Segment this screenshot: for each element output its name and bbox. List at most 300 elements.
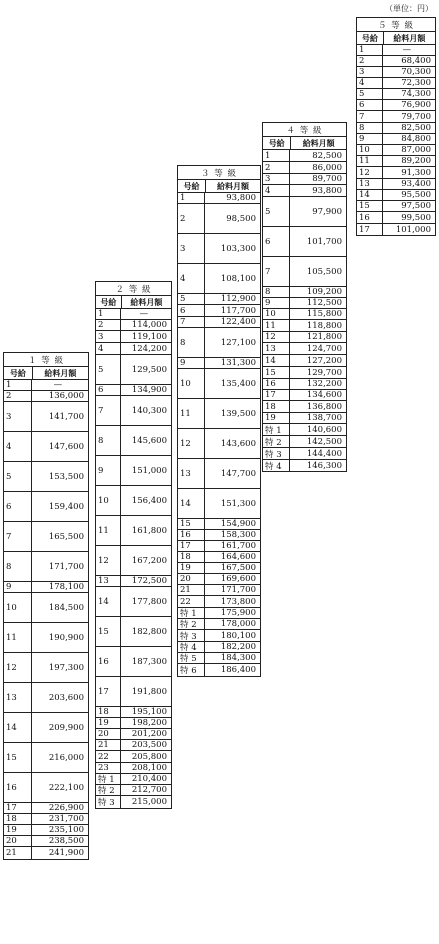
grade-step: 2 — [4, 391, 32, 401]
grade-step: 8 — [357, 123, 383, 133]
monthly-salary: 198,200 — [131, 718, 167, 728]
grade-step: 14 — [178, 489, 205, 518]
grade-step: 18 — [178, 552, 205, 562]
grade-title: ３ 等 級 — [178, 166, 260, 180]
monthly-salary: 72,300 — [401, 78, 431, 88]
monthly-salary: 97,500 — [401, 201, 431, 211]
table-row — [96, 740, 171, 751]
grade-step: 12 — [263, 332, 290, 342]
grade-step: 14 — [96, 587, 121, 616]
header-no: 号給 — [263, 137, 291, 149]
table-row — [96, 785, 171, 796]
monthly-salary: 238,500 — [48, 836, 84, 846]
grade-step: 14 — [357, 190, 383, 200]
grade-step: 1 — [96, 309, 121, 319]
table-row — [263, 287, 346, 298]
monthly-salary: 171,700 — [48, 561, 84, 572]
unit-label: （単位：円） — [385, 4, 433, 13]
monthly-salary: 124,200 — [131, 343, 167, 354]
table-row — [96, 309, 171, 320]
grade-step: 9 — [4, 582, 32, 592]
table-row — [263, 413, 346, 424]
grade-step: 特 6 — [178, 664, 205, 676]
grade-step: 7 — [263, 257, 290, 286]
table-row — [4, 593, 88, 623]
column-header — [263, 137, 346, 150]
grade-step: 10 — [263, 309, 290, 319]
monthly-salary: 158,300 — [220, 530, 256, 540]
monthly-salary: 215,000 — [131, 797, 167, 807]
table-row — [96, 751, 171, 763]
grade-step: 16 — [178, 530, 205, 540]
grade-step: 1 — [178, 193, 205, 203]
table-row — [357, 100, 435, 111]
table-row — [357, 111, 435, 123]
monthly-salary: 108,100 — [220, 273, 256, 284]
table-row — [178, 653, 260, 664]
table-row — [357, 134, 435, 145]
grade-step: 3 — [263, 174, 290, 184]
table-row — [178, 664, 260, 676]
monthly-salary: 87,000 — [401, 145, 431, 155]
monthly-salary: 172,500 — [131, 576, 167, 586]
table-row — [263, 298, 346, 309]
monthly-salary: 129,700 — [306, 367, 342, 378]
table-row — [96, 587, 171, 617]
grade-step: 6 — [357, 100, 383, 110]
grade-step: 3 — [96, 331, 121, 342]
table-row — [357, 123, 435, 134]
monthly-salary: 93,400 — [401, 179, 431, 189]
grade-step: 1 — [4, 380, 32, 390]
grade-step: 17 — [4, 803, 32, 813]
table-row — [357, 145, 435, 156]
grade-step: 12 — [96, 546, 121, 575]
table-row — [4, 432, 88, 462]
monthly-salary: 171,700 — [220, 585, 256, 595]
grade-step: 6 — [96, 385, 121, 395]
monthly-salary: 175,900 — [220, 608, 256, 618]
table-row — [4, 836, 88, 847]
grade-step: 17 — [357, 224, 383, 235]
grade-step: 特 3 — [263, 448, 290, 459]
monthly-salary: 209,900 — [48, 722, 84, 733]
table-row — [4, 743, 88, 773]
grade-title: ４ 等 級 — [263, 123, 346, 137]
table-row — [96, 617, 171, 647]
table-row — [4, 683, 88, 713]
table-row — [263, 367, 346, 379]
grade-title: ２ 等 級 — [96, 282, 171, 296]
grade-step: 17 — [178, 541, 205, 551]
monthly-salary: 184,300 — [220, 653, 256, 663]
monthly-salary: 112,500 — [306, 298, 342, 308]
monthly-salary: 138,700 — [306, 413, 342, 423]
grade-step: 19 — [178, 563, 205, 573]
grade-step: 3 — [4, 402, 32, 431]
monthly-salary: 134,600 — [306, 390, 342, 400]
table-row — [96, 707, 171, 718]
grade-step: 特 2 — [263, 436, 290, 447]
grade-step: 21 — [4, 847, 32, 859]
grade-step: 8 — [263, 287, 290, 297]
grade-step: 17 — [96, 677, 121, 706]
grade-step: 1 — [263, 150, 290, 161]
table-row — [357, 201, 435, 212]
table-row — [357, 224, 435, 235]
monthly-salary: 135,400 — [220, 378, 256, 389]
table-row — [96, 718, 171, 729]
monthly-salary: 151,300 — [220, 498, 256, 509]
monthly-salary: 159,400 — [48, 501, 84, 512]
grade-step: 10 — [357, 145, 383, 155]
grade-step: 特 4 — [263, 460, 290, 471]
table-row — [96, 516, 171, 546]
table-row — [263, 162, 346, 174]
table-row — [96, 320, 171, 331]
table-row — [178, 489, 260, 519]
grade-step: 20 — [96, 729, 121, 739]
monthly-salary: 84,800 — [401, 134, 431, 144]
table-row — [263, 424, 346, 436]
monthly-salary: 119,100 — [131, 331, 167, 342]
table-row — [96, 396, 171, 426]
monthly-salary: 89,200 — [401, 156, 431, 166]
grade-step: 13 — [263, 343, 290, 354]
grade-step: 13 — [357, 179, 383, 189]
monthly-salary: 136,800 — [306, 401, 342, 412]
table-row — [263, 401, 346, 413]
monthly-salary: 145,600 — [131, 435, 167, 446]
grade-step: 14 — [4, 713, 32, 742]
grade-5-table — [356, 17, 436, 236]
grade-step: 4 — [357, 78, 383, 88]
grade-step: 7 — [357, 111, 383, 122]
table-row — [263, 185, 346, 197]
monthly-salary: 147,600 — [48, 441, 84, 452]
grade-step: 22 — [178, 596, 205, 607]
monthly-salary: 178,100 — [48, 582, 84, 592]
monthly-salary: 164,600 — [220, 552, 256, 562]
table-row — [4, 773, 88, 803]
monthly-salary: 139,500 — [220, 408, 256, 419]
monthly-salary: 101,000 — [395, 224, 431, 235]
monthly-salary: 131,300 — [220, 358, 256, 368]
monthly-salary: 216,000 — [48, 752, 84, 763]
monthly-salary: 105,500 — [306, 266, 342, 277]
table-row — [263, 332, 346, 343]
monthly-salary: 186,400 — [220, 665, 256, 675]
grade-step: 4 — [4, 432, 32, 461]
header-no: 号給 — [178, 180, 206, 192]
monthly-salary: 141,700 — [48, 411, 84, 422]
monthly-salary: 91,300 — [401, 167, 431, 178]
monthly-salary: 129,500 — [131, 364, 167, 375]
grade-step: 4 — [178, 264, 205, 293]
monthly-salary: 118,800 — [306, 320, 342, 331]
grade-step: 特 2 — [178, 619, 205, 629]
grade-step: 4 — [263, 185, 290, 196]
header-amount: 給料月額 — [393, 32, 426, 43]
grade-step: 5 — [357, 89, 383, 99]
grade-step: 6 — [263, 227, 290, 256]
table-row — [4, 623, 88, 653]
table-row — [357, 156, 435, 167]
grade-step: 6 — [178, 305, 205, 316]
grade-step: 11 — [263, 320, 290, 331]
header-amount: 給料月額 — [217, 180, 250, 191]
monthly-salary: 226,900 — [48, 803, 84, 813]
grade-step: 5 — [96, 355, 121, 384]
table-row — [4, 380, 88, 391]
grade-step: 9 — [178, 358, 205, 368]
grade-1-table — [3, 352, 89, 860]
monthly-salary: 112,900 — [220, 294, 256, 304]
monthly-salary: 167,200 — [131, 555, 167, 566]
header-no: 号給 — [96, 296, 122, 308]
grade-step: 15 — [96, 617, 121, 646]
monthly-salary: 142,500 — [306, 436, 342, 447]
table-row — [263, 390, 346, 401]
table-row — [96, 343, 171, 355]
monthly-salary: 121,800 — [306, 332, 342, 342]
monthly-salary: 86,000 — [312, 162, 342, 173]
grade-step: 19 — [4, 825, 32, 835]
grade-step: 7 — [96, 396, 121, 425]
table-row — [96, 355, 171, 385]
table-row — [357, 167, 435, 179]
monthly-salary: 103,300 — [220, 243, 256, 254]
monthly-salary: 173,800 — [220, 596, 256, 607]
table-row — [96, 647, 171, 677]
monthly-salary: 68,400 — [401, 56, 431, 66]
monthly-salary: 140,300 — [131, 405, 167, 416]
monthly-salary: 184,500 — [48, 602, 84, 613]
table-row — [96, 677, 171, 707]
table-row — [263, 150, 346, 162]
table-row — [263, 227, 346, 257]
monthly-salary: 154,900 — [220, 519, 256, 529]
table-row — [263, 197, 346, 227]
grade-step: 23 — [96, 763, 121, 773]
monthly-salary: 178,000 — [220, 619, 256, 629]
table-row — [263, 448, 346, 460]
grade-step: 特 1 — [263, 424, 290, 435]
table-row — [4, 713, 88, 743]
grade-step: 5 — [263, 197, 290, 226]
grade-step: 10 — [4, 593, 32, 622]
monthly-salary: 93,800 — [226, 193, 256, 203]
monthly-salary: 165,500 — [48, 531, 84, 542]
grade-step: 7 — [178, 317, 205, 327]
monthly-salary: 76,900 — [401, 100, 431, 110]
monthly-salary: 191,800 — [131, 686, 167, 697]
table-row — [263, 460, 346, 471]
table-row — [263, 320, 346, 332]
table-row — [178, 328, 260, 358]
header-amount: 給料月額 — [44, 367, 77, 378]
table-row — [96, 385, 171, 396]
grade-step: 8 — [178, 328, 205, 357]
monthly-salary: 93,800 — [312, 185, 342, 196]
header-amount: 給料月額 — [130, 296, 163, 307]
grade-step: 19 — [263, 413, 290, 423]
grade-step: 14 — [263, 355, 290, 366]
monthly-salary: 205,800 — [131, 751, 167, 762]
table-row — [178, 619, 260, 630]
monthly-salary: 182,200 — [220, 642, 256, 652]
grade-step: 18 — [263, 401, 290, 412]
monthly-salary: 144,400 — [306, 448, 342, 459]
table-row — [4, 402, 88, 432]
monthly-salary: 134,900 — [131, 385, 167, 395]
monthly-salary: 235,100 — [48, 825, 84, 835]
table-row — [96, 456, 171, 486]
table-row — [263, 174, 346, 185]
table-row — [357, 45, 435, 56]
monthly-salary: 147,700 — [220, 468, 256, 479]
table-row — [4, 391, 88, 402]
monthly-salary: 190,900 — [48, 632, 84, 643]
monthly-salary: 169,600 — [220, 574, 256, 584]
grade-step: 特 5 — [178, 653, 205, 663]
table-row — [178, 552, 260, 563]
grade-step: 4 — [96, 343, 121, 354]
monthly-salary: 132,200 — [306, 379, 342, 389]
grade-step: 2 — [357, 56, 383, 66]
grade-step: 15 — [357, 201, 383, 211]
table-row — [357, 179, 435, 190]
monthly-salary: 98,500 — [226, 213, 256, 224]
monthly-salary: 161,700 — [220, 541, 256, 551]
grade-step: 1 — [357, 45, 383, 55]
monthly-salary: 203,600 — [48, 692, 84, 703]
grade-step: 8 — [96, 426, 121, 455]
header-no: 号給 — [4, 367, 33, 379]
table-row — [178, 305, 260, 317]
grade-step: 9 — [96, 456, 121, 485]
grade-title: １ 等 級 — [4, 353, 88, 367]
table-row — [263, 355, 346, 367]
monthly-salary: 89,700 — [312, 174, 342, 184]
monthly-salary: 115,800 — [306, 309, 342, 319]
grade-step: 13 — [96, 576, 121, 586]
table-row — [178, 193, 260, 204]
monthly-salary: 222,100 — [48, 782, 84, 793]
table-row — [178, 369, 260, 399]
table-row — [4, 847, 88, 859]
table-row — [4, 552, 88, 582]
monthly-salary: 153,500 — [48, 471, 84, 482]
grade-step: 13 — [4, 683, 32, 712]
monthly-salary: 156,400 — [131, 495, 167, 506]
monthly-salary: 99,500 — [401, 212, 431, 223]
monthly-salary: 109,200 — [306, 287, 342, 297]
monthly-salary: 241,900 — [48, 848, 84, 858]
table-row — [96, 426, 171, 456]
grade-step: 11 — [96, 516, 121, 545]
monthly-salary: 82,500 — [312, 150, 342, 161]
table-row — [4, 522, 88, 552]
grade-2-table — [95, 281, 172, 809]
table-row — [4, 582, 88, 593]
table-row — [96, 576, 171, 587]
monthly-salary: 70,300 — [401, 67, 431, 77]
monthly-salary: 97,900 — [312, 206, 342, 217]
grade-step: 特 1 — [96, 774, 121, 784]
monthly-salary: 122,400 — [220, 317, 256, 327]
table-row — [178, 204, 260, 234]
grade-step: 22 — [96, 751, 121, 762]
monthly-salary: 79,700 — [401, 111, 431, 122]
monthly-salary: 167,500 — [220, 563, 256, 573]
grade-step: 18 — [4, 814, 32, 824]
table-row — [178, 563, 260, 574]
grade-step: 12 — [178, 429, 205, 458]
grade-step: 16 — [357, 212, 383, 223]
grade-step: 16 — [263, 379, 290, 389]
grade-step: 2 — [263, 162, 290, 173]
table-row — [178, 519, 260, 530]
table-row — [96, 486, 171, 516]
monthly-salary: 127,200 — [306, 355, 342, 366]
grade-step: 19 — [96, 718, 121, 728]
table-row — [96, 729, 171, 740]
grade-step: 13 — [178, 459, 205, 488]
table-row — [357, 190, 435, 201]
grade-step: 18 — [96, 707, 121, 717]
table-row — [178, 459, 260, 489]
table-row — [4, 653, 88, 683]
monthly-salary: 124,700 — [306, 343, 342, 354]
monthly-salary: 127,100 — [220, 337, 256, 348]
monthly-salary: — — [139, 309, 149, 319]
table-row — [178, 585, 260, 596]
monthly-salary: 161,800 — [131, 525, 167, 536]
monthly-salary: 212,700 — [131, 785, 167, 795]
monthly-salary: 180,100 — [220, 630, 256, 641]
grade-step: 2 — [96, 320, 121, 330]
grade-step: 15 — [4, 743, 32, 772]
header-amount: 給料月額 — [302, 137, 335, 148]
column-header — [96, 296, 171, 309]
grade-4-table — [262, 122, 347, 472]
table-row — [96, 546, 171, 576]
monthly-salary: 187,300 — [131, 656, 167, 667]
grade-step: 6 — [4, 492, 32, 521]
monthly-salary: — — [402, 45, 412, 55]
table-row — [96, 331, 171, 343]
table-row — [4, 803, 88, 814]
table-row — [178, 574, 260, 585]
grade-step: 11 — [178, 399, 205, 428]
monthly-salary: 201,200 — [131, 729, 167, 739]
table-row — [178, 294, 260, 305]
monthly-salary: 210,400 — [131, 774, 167, 784]
grade-step: 特 1 — [178, 608, 205, 618]
monthly-salary: — — [53, 380, 63, 390]
grade-step: 特 3 — [178, 630, 205, 641]
grade-step: 9 — [263, 298, 290, 308]
monthly-salary: 203,500 — [131, 740, 167, 750]
table-row — [263, 309, 346, 320]
column-header — [4, 367, 88, 380]
grade-step: 20 — [178, 574, 205, 584]
monthly-salary: 101,700 — [306, 236, 342, 247]
table-row — [357, 89, 435, 100]
monthly-salary: 143,600 — [220, 438, 256, 449]
grade-step: 5 — [178, 294, 205, 304]
